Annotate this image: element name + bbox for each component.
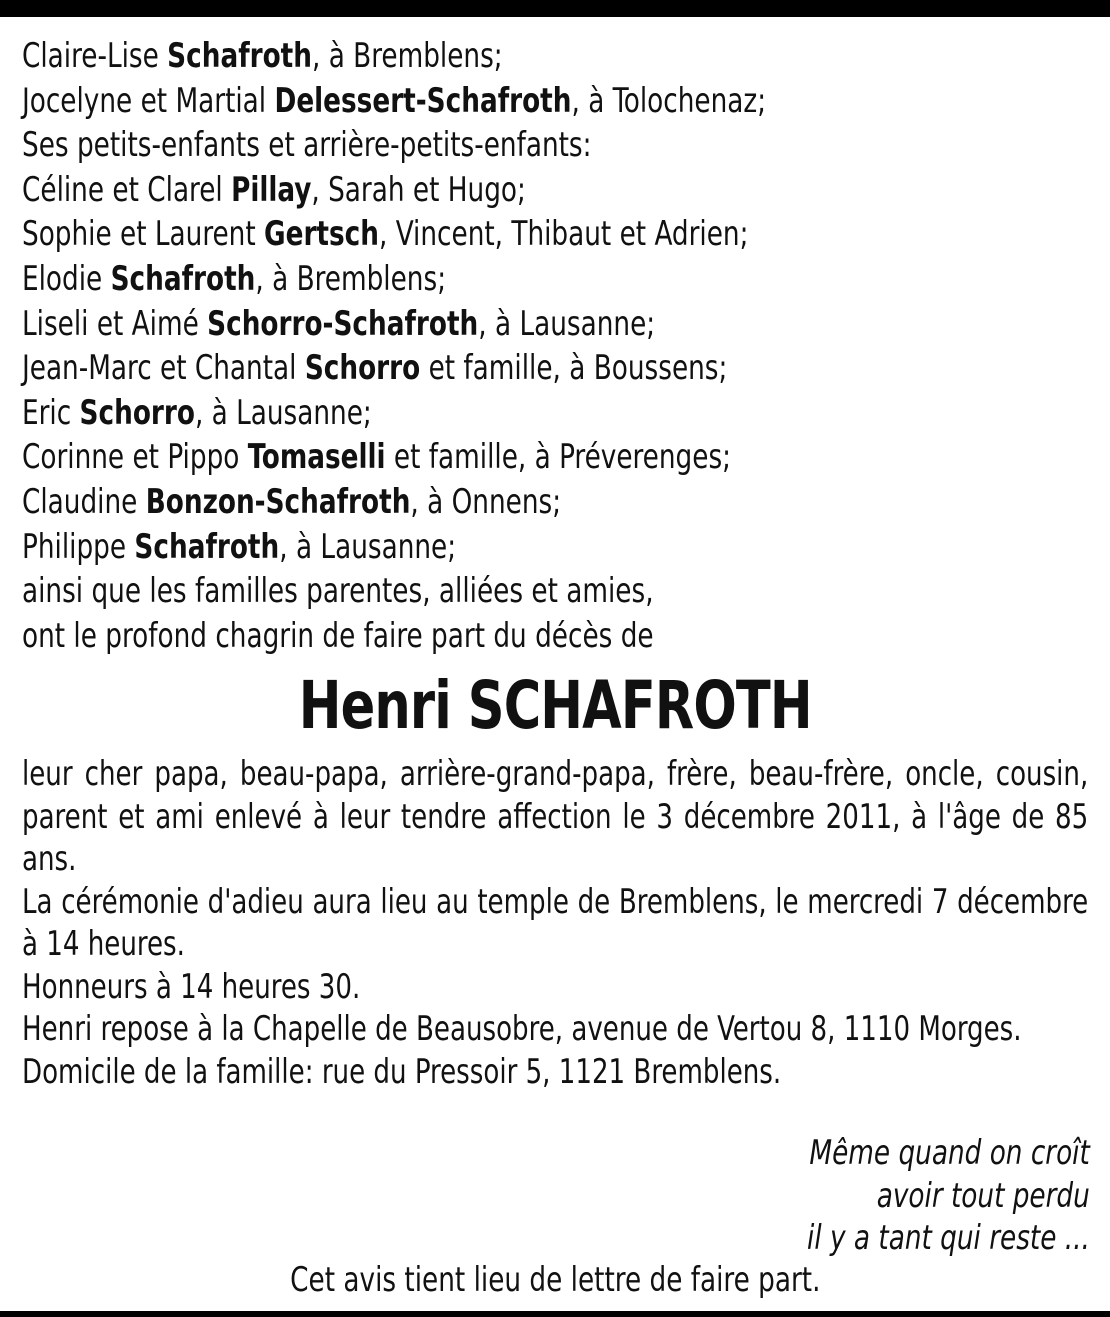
closing-quote [807,1132,1090,1260]
family-name: Schafroth [167,36,312,76]
line-text: , Vincent, Thibaut et Adrien; [379,214,749,255]
paragraph: La cérémonie d'adieu aura lieu au temple de Bremblens, le mercredi 7 décembre à 14 heures. [22,881,1089,964]
quote-line: avoir tout perdu [876,1175,1090,1216]
bottom-rule [0,1311,1110,1317]
line-text: ont le profond chagrin de faire part du décès de [22,615,654,656]
line-text: Céline et Clarel [22,169,232,210]
closing-note [0,1259,1110,1301]
family-line [22,391,939,436]
line-text: Ses petits-enfants et arrière-petits-enfants: [22,125,592,166]
quote-line: il y a tant qui reste ... [807,1218,1090,1258]
line-text: Sophie et Laurent [22,214,265,255]
family-line [22,34,939,79]
family-line [22,257,939,302]
line-text: , à Lausanne; [478,303,656,344]
family-name: Gertsch [264,214,380,255]
family-name: Schafroth [134,526,280,567]
line-text: , Sarah et Hugo; [311,169,526,210]
family-name: Delessert-Schafroth [274,80,572,121]
line-text: Eric [22,392,80,433]
family-line [22,569,939,614]
family-line [22,123,939,168]
family-line [22,480,939,525]
family-name: Schorro-Schafroth [207,303,479,344]
line-text: ainsi que les familles parentes, alliées et amies, [22,571,654,612]
family-name: Pillay [231,169,312,210]
quote-line: Même quand on croît [809,1133,1090,1173]
family-name: Schafroth [110,258,256,299]
paragraph: Honneurs à 14 heures 30. [22,966,361,1007]
announcement-body [22,753,1088,1093]
family-name: Schorro [79,392,195,433]
line-text: Claire-Lise [22,36,168,76]
family-line [22,79,939,124]
family-line [22,614,939,659]
line-text: , à Bremblens; [255,258,447,299]
paragraph: Henri repose à la Chapelle de Beausobre, avenue de Vertou 8, 1110 Morges. [22,1009,1022,1049]
line-text: Elodie [22,258,111,299]
line-text: Liseli et Aimé [22,303,208,344]
family-line [22,302,939,347]
line-text: Corinne et Pippo [22,437,248,478]
line-text: et famille, à Préverenges; [385,437,732,478]
line-text: , à Lausanne; [194,392,372,433]
family-line [22,346,939,391]
line-text: et famille, à Boussens; [420,348,728,389]
family-name: Schorro [304,348,421,389]
line-text: Claudine [22,481,146,522]
family-line [22,525,939,570]
line-text: , à Onnens; [410,481,562,522]
deceased-name-text: Henri SCHAFROTH [298,667,812,744]
top-rule [0,0,1110,17]
line-text: Jocelyne et Martial [22,80,275,121]
line-text: , à Tolochenaz; [571,80,767,121]
line-text: , à Lausanne; [279,526,457,567]
family-line [22,212,939,257]
family-line [22,168,939,213]
line-text: Philippe [22,526,135,567]
paragraph: Domicile de la famille: rue du Pressoir 5, 1121 Bremblens. [22,1051,782,1092]
family-name: Tomaselli [247,437,386,478]
deceased-name [0,668,1110,744]
line-text: , à Bremblens; [311,36,503,76]
line-text: Jean-Marc et Chantal [22,348,305,389]
family-line [22,435,939,480]
closing-text: Cet avis tient lieu de lettre de faire part. [289,1260,821,1300]
paragraph: leur cher papa, beau-papa, arrière-grand-papa, frère, beau-frère, oncle, cousin, parent et ami enlevé à leur tendre affection le 3 décembre 2011, à l'âge de 85 ans. [22,754,1089,879]
family-list [22,34,1088,658]
family-name: Bonzon-Schafroth [145,481,411,522]
